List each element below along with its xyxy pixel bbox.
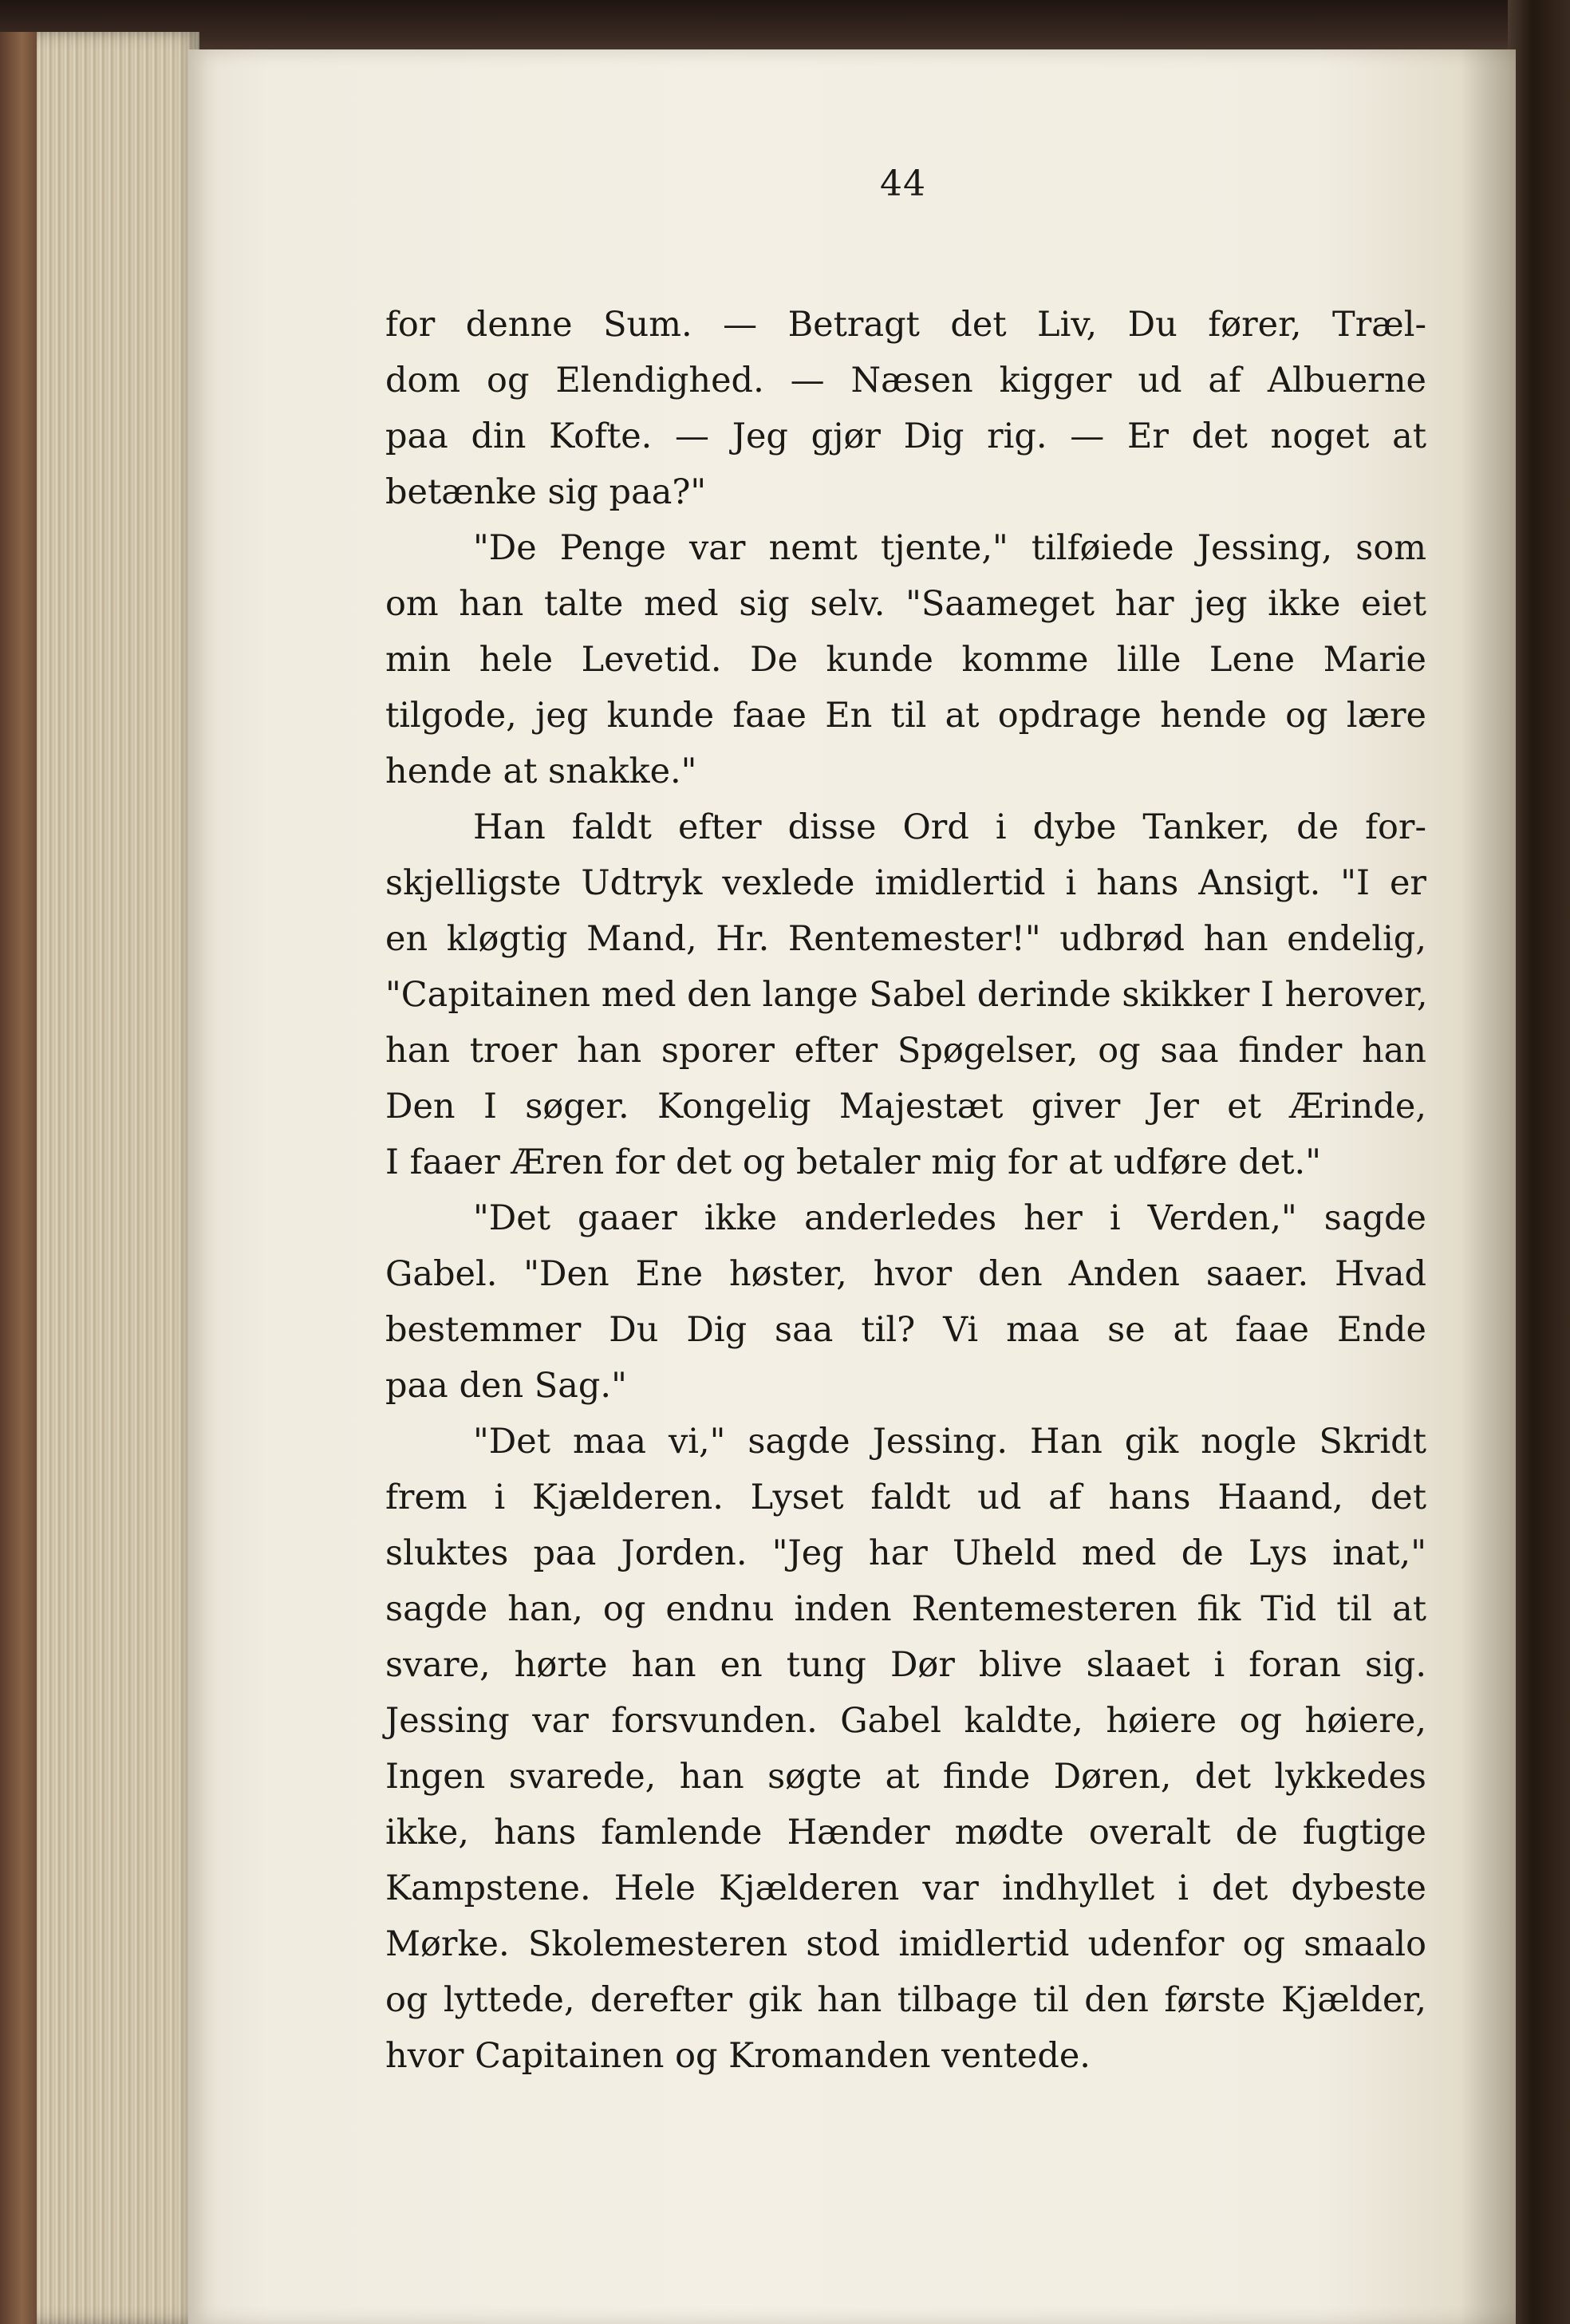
gutter-shadow xyxy=(1460,49,1516,2324)
text-line: Jessing var forsvunden. Gabel kaldte, høiere og høiere, xyxy=(385,1701,1426,1741)
body-text xyxy=(385,297,1426,2084)
book-cover-edge xyxy=(0,32,37,2324)
text-line: og lyttede, derefter gik han tilbage til den første Kjælder, xyxy=(385,1980,1426,2020)
text-line: Han faldt efter disse Ord i dybe Tanker, de for- xyxy=(473,807,1426,847)
text-line: om han talte med sig selv. "Saameget har jeg ikke eiet xyxy=(385,584,1426,624)
text-line: skjelligste Udtryk vexlede imidlertid i hans Ansigt. "I er xyxy=(385,863,1426,903)
text-line: han troer han sporer efter Spøgelser, og saa finder han xyxy=(385,1031,1426,1071)
text-line: Mørke. Skolemesteren stod imidlertid udenfor og smaalo xyxy=(385,1924,1426,1964)
text-line: Kampstene. Hele Kjælderen var indhyllet i det dybeste xyxy=(385,1868,1426,1908)
text-line: sluktes paa Jorden. "Jeg har Uheld med de Lys inat," xyxy=(385,1533,1426,1573)
text-line: for denne Sum. — Betragt det Liv, Du fører, Træl- xyxy=(385,305,1426,345)
text-line: Ingen svarede, han søgte at finde Døren, det lykkedes xyxy=(385,1757,1426,1797)
text-line: min hele Levetid. De kunde komme lille Lene Marie xyxy=(385,640,1426,680)
text-line: sagde han, og endnu inden Rentemesteren fik Tid til at xyxy=(385,1589,1426,1629)
text-line: dom og Elendighed. — Næsen kigger ud af Albuerne xyxy=(385,361,1426,400)
text-line: tilgode, jeg kunde faae En til at opdrage hende og lære xyxy=(385,696,1426,736)
text-line: hvor Capitainen og Kromanden ventede. xyxy=(385,2036,1091,2076)
text-line: paa den Sag." xyxy=(385,1366,627,1406)
text-line: Den I søger. Kongelig Majestæt giver Jer et Ærinde, xyxy=(385,1087,1426,1126)
text-line: "Det maa vi," sagde Jessing. Han gik nogle Skridt xyxy=(473,1422,1426,1462)
text-line: Gabel. "Den Ene høster, hvor den Anden saaer. Hvad xyxy=(385,1254,1426,1294)
text-line: "Det gaaer ikke anderledes her i Verden," sagde xyxy=(473,1198,1426,1238)
text-line: paa din Kofte. — Jeg gjør Dig rig. — Er det noget at xyxy=(385,416,1426,456)
text-line: bestemmer Du Dig saa til? Vi maa se at faae Ende xyxy=(385,1310,1426,1350)
text-line: frem i Kjælderen. Lyset faldt ud af hans Haand, det xyxy=(385,1478,1426,1517)
dark-background xyxy=(0,0,1570,56)
right-background xyxy=(1508,0,1570,2324)
text-line: "De Penge var nemt tjente," tilføiede Jessing, som xyxy=(473,528,1426,568)
text-line: svare, hørte han en tung Dør blive slaaet i foran sig. xyxy=(385,1645,1426,1685)
text-line: I faaer Æren for det og betaler mig for at udføre det." xyxy=(385,1142,1321,1182)
text-line: hende at snakke." xyxy=(385,752,697,791)
text-line: "Capitainen med den lange Sabel derinde skikker I herover, xyxy=(385,975,1428,1015)
text-line: en kløgtig Mand, Hr. Rentemester!" udbrød han endelig, xyxy=(385,919,1426,959)
text-line: betænke sig paa?" xyxy=(385,472,707,512)
page-number: 44 xyxy=(880,164,926,204)
text-line: ikke, hans famlende Hænder mødte overalt de fugtige xyxy=(385,1813,1426,1852)
